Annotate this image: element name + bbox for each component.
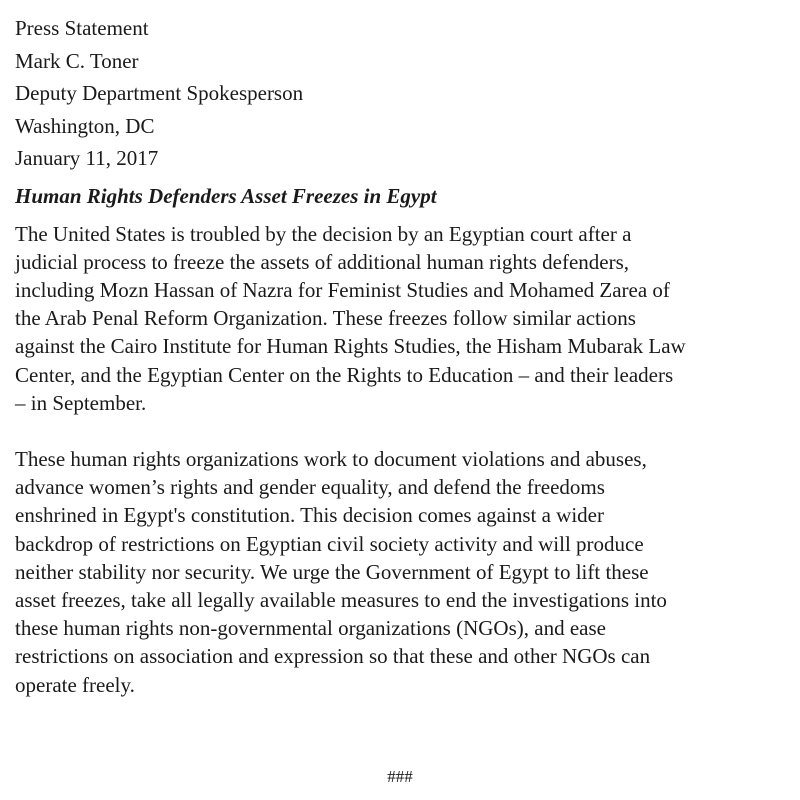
paragraph-line: – in September. <box>15 390 147 415</box>
paragraph-line: operate freely. <box>15 672 135 697</box>
paragraph-line: against the Cairo Institute for Human Rights Studies, the Hisham Mubarak Law <box>15 334 686 359</box>
paragraph-line: neither stability nor security. We urge the Government of Egypt to lift these <box>15 559 649 584</box>
paragraph-line: backdrop of restrictions on Egyptian civil society activity and will produce <box>15 531 644 556</box>
paragraph-line: These human rights organizations work to document violations and abuses, <box>15 446 647 471</box>
paragraph-line: the Arab Penal Reform Organization. These freezes follow similar actions <box>15 306 636 331</box>
paragraph-line: restrictions on association and expression so that these and other NGOs can <box>15 644 651 669</box>
end-of-statement-mark: ### <box>387 767 413 786</box>
paragraph-line: these human rights non-governmental organizations (NGOs), and ease <box>15 616 606 641</box>
statement-location: Washington, DC <box>15 113 155 138</box>
paragraph-line: including Mozn Hassan of Nazra for Feminist Studies and Mohamed Zarea of <box>15 277 670 302</box>
paragraph-line: asset freezes, take all legally available measures to end the investigations into <box>15 587 667 612</box>
speaker-name: Mark C. Toner <box>15 48 139 73</box>
body-paragraph-1 <box>15 220 790 417</box>
statement-date: January 11, 2017 <box>15 146 159 170</box>
paragraph-line: judicial process to freeze the assets of additional human rights defenders, <box>15 249 630 274</box>
statement-title: Human Rights Defenders Asset Freezes in Egypt <box>15 183 437 208</box>
body-paragraph-2 <box>15 445 790 699</box>
paragraph-line: Center, and the Egyptian Center on the Rights to Education – and their leaders <box>15 362 674 387</box>
speaker-title: Deputy Department Spokesperson <box>15 81 304 105</box>
press-statement-document <box>15 12 790 699</box>
paragraph-line: The United States is troubled by the decision by an Egyptian court after a <box>15 221 632 246</box>
statement-header <box>15 12 790 175</box>
paragraph-line: advance women’s rights and gender equality, and defend the freedoms <box>15 475 605 500</box>
statement-type-label: Press Statement <box>15 16 149 40</box>
paragraph-line: enshrined in Egypt's constitution. This decision comes against a wider <box>15 503 604 528</box>
